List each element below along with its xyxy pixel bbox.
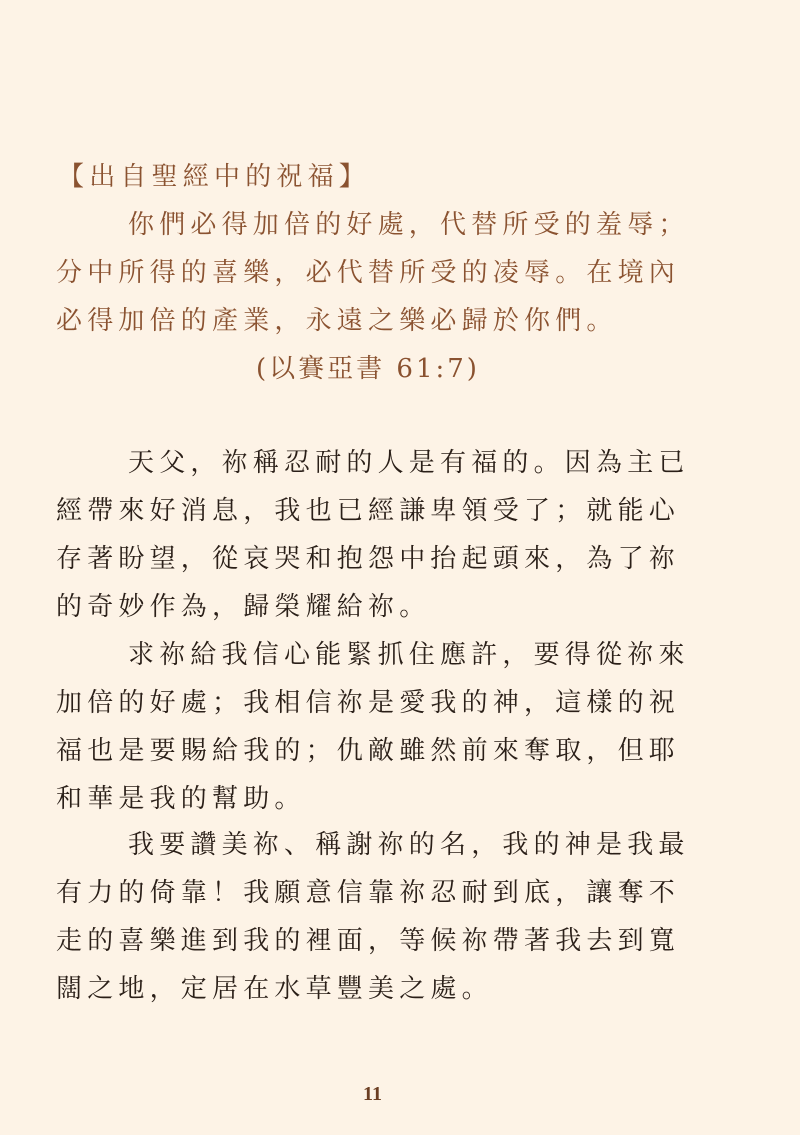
prayer-line: 求祢給我信心能緊抓住應許，要得從祢來 <box>128 640 690 670</box>
page-number: 11 <box>363 1083 382 1105</box>
verse-line: 必得加倍的產業，永遠之樂必歸於你們。 <box>56 306 618 336</box>
prayer-line: 有力的倚靠！我願意信靠祢忍耐到底，讓奪不 <box>56 878 681 908</box>
prayer-line: 天父，祢稱忍耐的人是有福的。因為主已 <box>128 448 690 478</box>
verse-line: 你們必得加倍的好處，代替所受的羞辱； <box>128 210 690 240</box>
prayer-line: 存著盼望，從哀哭和抱怨中抬起頭來，為了祢 <box>56 544 681 574</box>
prayer-line: 我要讚美祢、稱謝祢的名，我的神是我最 <box>128 830 690 860</box>
prayer-line: 走的喜樂進到我的裡面，等候祢帶著我去到寬 <box>56 926 681 956</box>
section-heading: 【出自聖經中的祝福】 <box>58 162 371 192</box>
prayer-line: 的奇妙作為，歸榮耀給祢。 <box>56 592 431 622</box>
scripture-reference: (以賽亞書 61:7) <box>256 354 480 384</box>
prayer-line: 闊之地，定居在水草豐美之處。 <box>56 974 493 1004</box>
verse-line: 分中所得的喜樂，必代替所受的凌辱。在境內 <box>56 258 681 288</box>
prayer-line: 和華是我的幫助。 <box>56 784 306 814</box>
prayer-line: 加倍的好處；我相信祢是愛我的神，這樣的祝 <box>56 688 681 718</box>
prayer-line: 福也是要賜給我的；仇敵雖然前來奪取，但耶 <box>56 736 681 766</box>
prayer-line: 經帶來好消息，我也已經謙卑領受了；就能心 <box>56 496 681 526</box>
